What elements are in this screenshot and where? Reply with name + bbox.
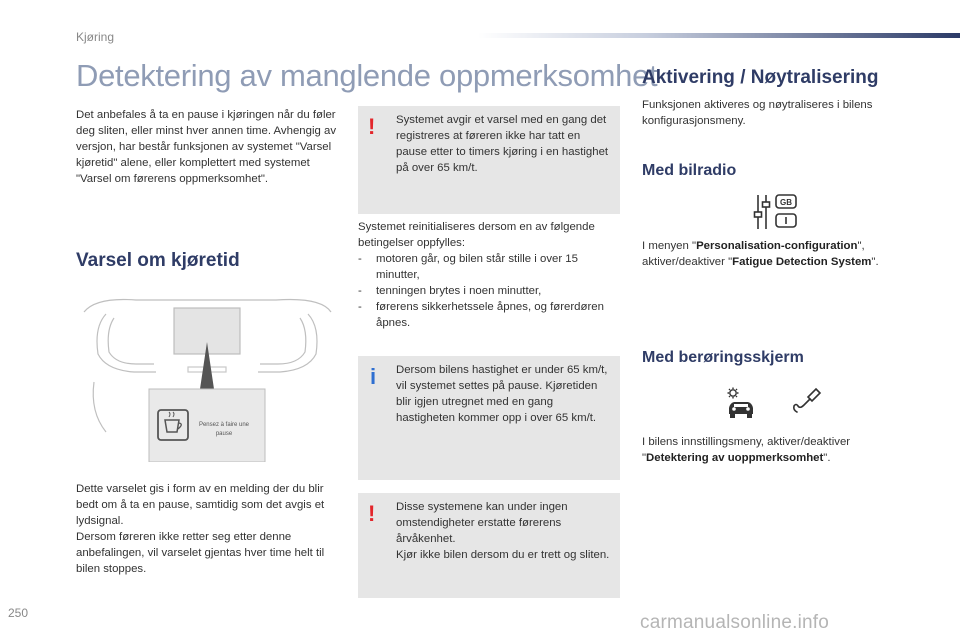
warning-icon: ! — [368, 501, 376, 526]
heading-activation: Aktivering / Nøytralisering — [642, 67, 879, 88]
alert-description: Dette varselet gis i form av en melding der du blir bedt om å ta en pause, samtidig som det avgis et lydsignal. Dersom føreren ikke retter seg etter denne anbefalingen, vil varselet gjentas hver time helt til bilen stoppes. — [76, 483, 325, 575]
radio-settings-icon — [752, 192, 800, 232]
watermark: carmanualsonline.info — [640, 612, 830, 633]
info-note-text: Dersom bilens hastighet er under 65 km/t, vil systemet settes på pause. Kjøretiden blir igjen utregnet med en gang hastigheten kommer opp i over 65 km/t. — [396, 364, 608, 424]
list-item: - tenningen brytes i noen minutter, — [358, 285, 542, 297]
heading-touchscreen: Med berøringsskjerm — [642, 349, 804, 366]
list-item: - motoren går, og bilen står stille i over 15 minutter, — [358, 253, 578, 281]
page-title: Detektering av manglende oppmerksomhet — [76, 58, 658, 93]
car-settings-icon — [724, 386, 758, 420]
touchscreen-item-name: Detektering av uoppmerksomhet — [646, 452, 824, 464]
wrench-settings-icon — [790, 386, 824, 420]
info-icon: i — [370, 364, 377, 389]
heading-car-radio: Med bilradio — [642, 162, 737, 179]
screen-text-2: pause — [215, 431, 233, 437]
page-number: 250 — [8, 606, 29, 620]
reset-conditions — [358, 219, 620, 331]
instrument-panel-illustration — [76, 292, 338, 462]
radio-icon-label: GB — [780, 198, 792, 207]
header-gradient-bar — [478, 33, 960, 38]
radio-menu-name: Personalisation-configuration — [696, 240, 858, 252]
warning-note-2-text: Disse systemene kan under ingen omstendigheter erstatte førerens årvåkenhet. Kjør ikke bilen dersom du er trett og sliten. — [396, 501, 610, 561]
heading-drive-time-alert: Varsel om kjøretid — [76, 250, 240, 271]
warning-icon: ! — [368, 114, 376, 139]
warning-note-1 — [358, 106, 620, 214]
warning-note-1-text: Systemet avgir et varsel med en gang det registreres at føreren ikke har tatt en pause etter to timers kjøring i en hastighet på over 65 km/t. — [396, 114, 609, 174]
section-label: Kjøring — [76, 30, 115, 44]
info-note — [358, 356, 620, 480]
list-item: - førerens sikkerhetssele åpnes, og førerdøren åpnes. — [358, 301, 604, 329]
reset-intro: Systemet reinitialiseres dersom en av følgende betingelser oppfylles: — [358, 221, 595, 249]
screen-text-1: Pensez à faire une — [198, 422, 250, 428]
intro-paragraph: Det anbefales å ta en pause i kjøringen når du føler deg sliten, eller minst hver annen time. Avhengig av versjon, har består funksjonen av systemet "Varsel kjøretid" alene, eller komplettert med systemet "Varsel om førerens oppmerksomhet". — [76, 109, 337, 185]
touchscreen-instruction: I bilens innstillingsmeny, aktiver/deaktiver "Detektering av uoppmerksomhet". — [642, 436, 851, 464]
radio-item-name: Fatigue Detection System — [732, 256, 872, 268]
radio-instruction: I menyen "Personalisation-configuration", aktiver/deaktiver "Fatigue Detection System". — [642, 240, 879, 268]
warning-note-2 — [358, 493, 620, 598]
activation-intro: Funksjonen aktiveres og nøytraliseres i bilens konfigurasjonsmeny. — [642, 99, 873, 127]
